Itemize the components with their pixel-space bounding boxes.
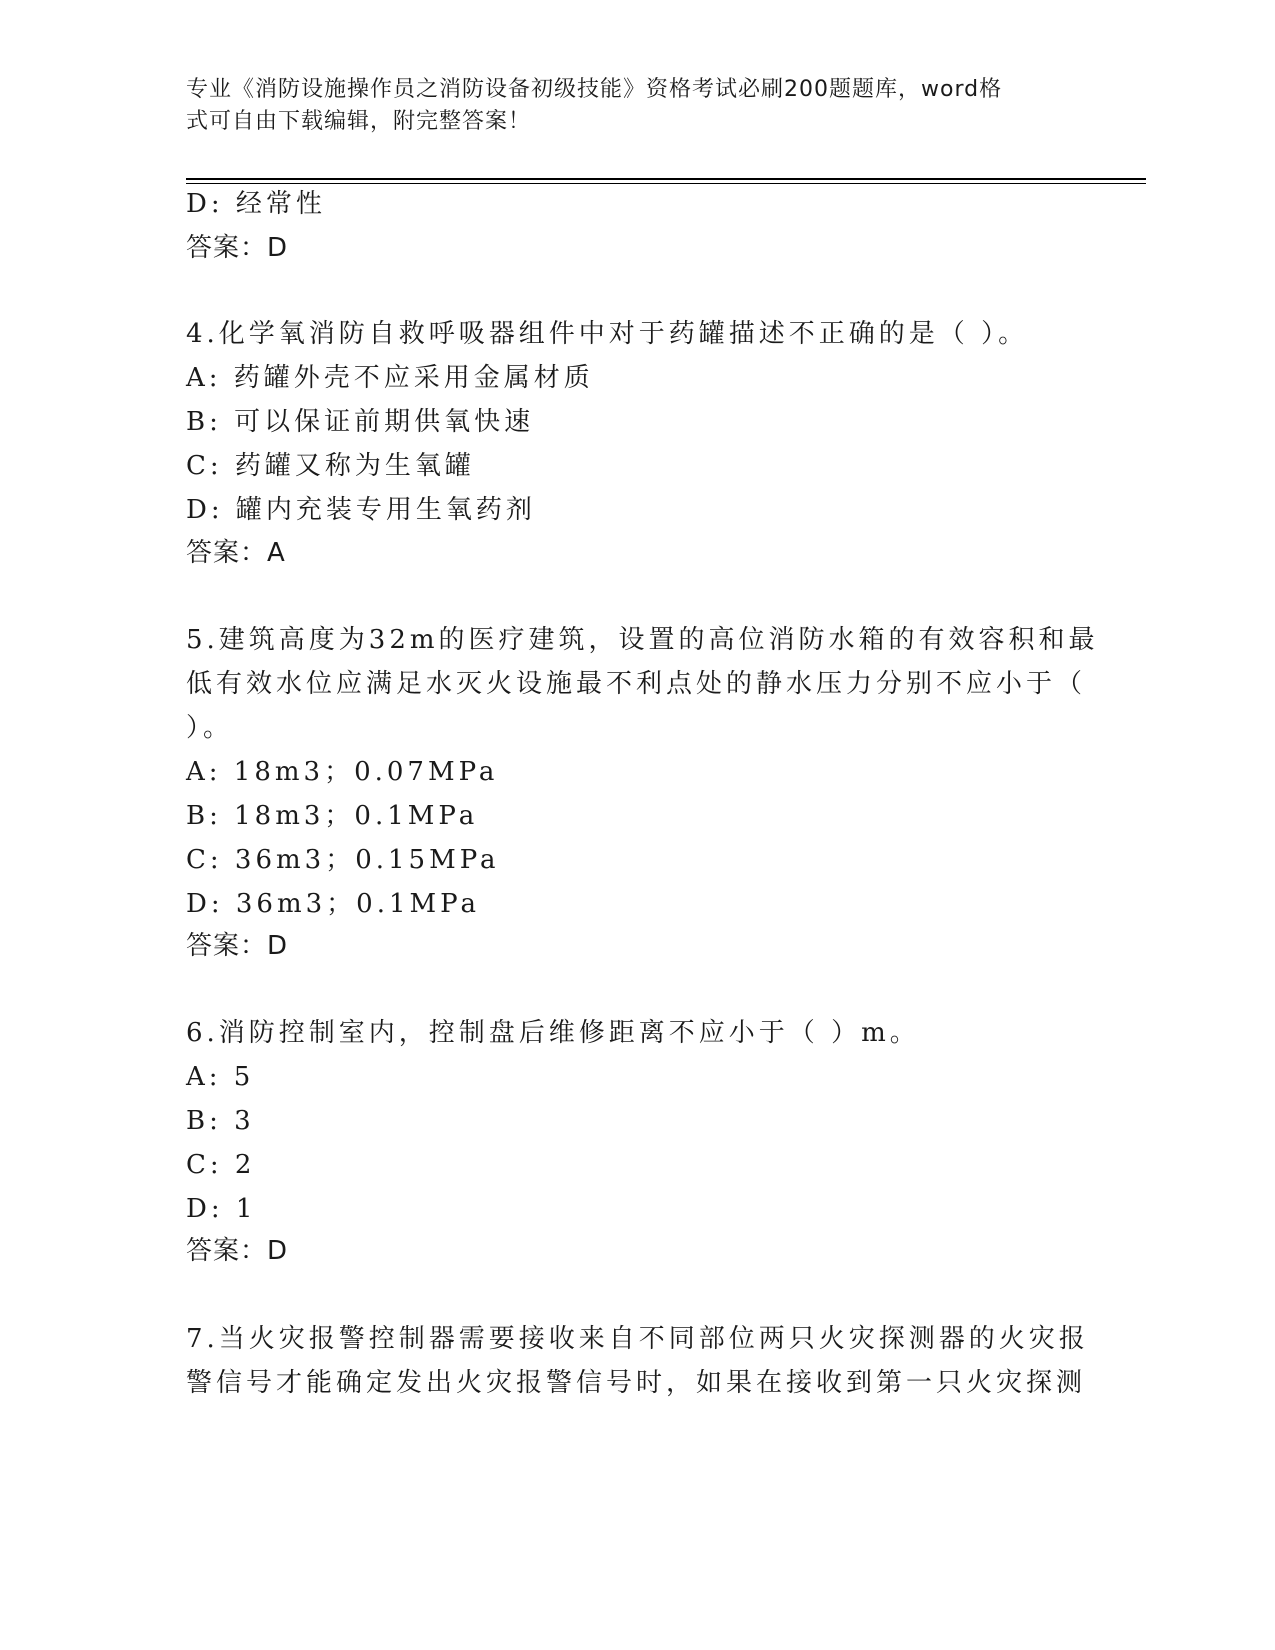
header-line-2: 式可自由下载编辑，附完整答案！ bbox=[186, 109, 532, 134]
question-5-option-b: B: 18m3；0.1MPa bbox=[186, 801, 479, 831]
header-line-1: 专业《消防设施操作员之消防设备初级技能》资格考试必刷200题题库，word格 bbox=[186, 77, 1003, 102]
question-6-option-b: B: 3 bbox=[186, 1106, 255, 1136]
question-4-answer: 答案：A bbox=[186, 538, 286, 568]
question-5-stem-line-2: 低有效水位应满足水灭火设施最不利点处的静水压力分别不应小于（ bbox=[186, 669, 1087, 699]
answer: 答案：D bbox=[186, 233, 289, 263]
question-7-stem-line-2: 警信号才能确定发出火灾报警信号时，如果在接收到第一只火灾探测 bbox=[186, 1368, 1087, 1398]
question-6-answer: 答案：D bbox=[186, 1236, 289, 1266]
question-5-answer: 答案：D bbox=[186, 931, 289, 961]
question-5-stem-line-1: 5.建筑高度为32m的医疗建筑，设置的高位消防水箱的有效容积和最 bbox=[186, 625, 1099, 655]
question-6-option-c: C: 2 bbox=[186, 1150, 256, 1180]
question-4-option-a: A: 药罐外壳不应采用金属材质 bbox=[186, 363, 594, 393]
header-rule-thin bbox=[186, 183, 1146, 184]
question-6-option-a: A: 5 bbox=[186, 1062, 255, 1092]
question-4-stem: 4.化学氧消防自救呼吸器组件中对于药罐描述不正确的是（ ）。 bbox=[186, 319, 1029, 349]
question-5-option-a: A: 18m3；0.07MPa bbox=[186, 757, 499, 787]
question-5-option-c: C: 36m3；0.15MPa bbox=[186, 845, 500, 875]
option-d: D: 经常性 bbox=[186, 189, 326, 219]
header-rule-thick bbox=[186, 178, 1146, 180]
question-4-option-d: D: 罐内充装专用生氧药剂 bbox=[186, 495, 536, 525]
question-6-stem: 6.消防控制室内，控制盘后维修距离不应小于（ ）m。 bbox=[186, 1018, 920, 1048]
question-4-option-c: C: 药罐又称为生氧罐 bbox=[186, 451, 475, 481]
question-7-stem-line-1: 7.当火灾报警控制器需要接收来自不同部位两只火灾探测器的火灾报 bbox=[186, 1324, 1089, 1354]
question-5-stem-line-3: ）。 bbox=[186, 713, 234, 743]
question-6-option-d: D: 1 bbox=[186, 1194, 257, 1224]
question-5-option-d: D: 36m3；0.1MPa bbox=[186, 889, 480, 919]
page-header bbox=[186, 74, 1066, 138]
question-4-option-b: B: 可以保证前期供氧快速 bbox=[186, 407, 535, 437]
